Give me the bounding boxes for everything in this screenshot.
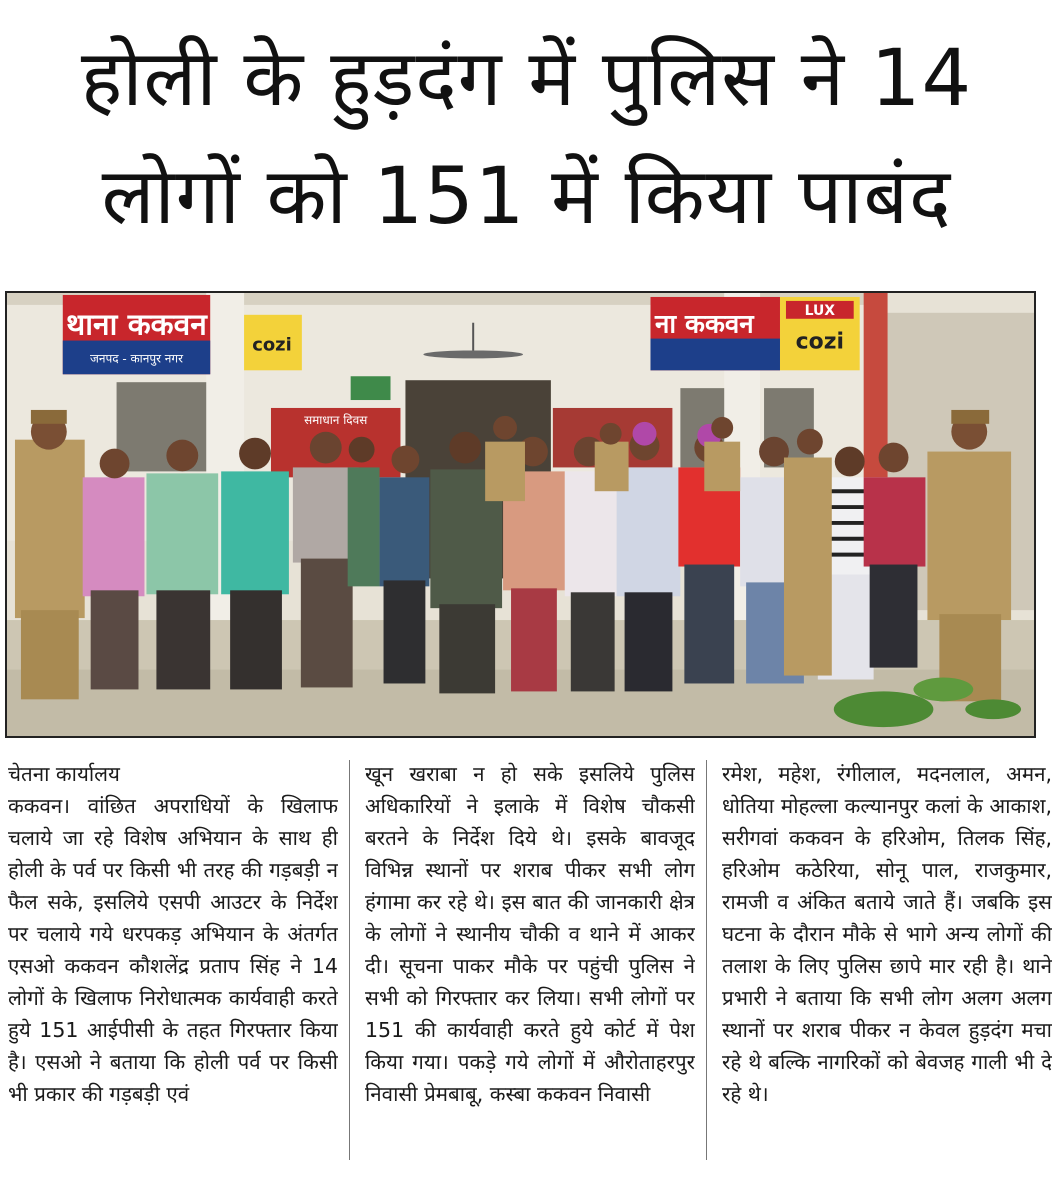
notice-board-text: समाधान दिवस xyxy=(304,412,368,427)
article-column-3 xyxy=(722,758,1052,1168)
article-paragraph-3: रमेश, महेश, रंगीलाल, मदनलाल, अमन, धोतिया मोहल्ला कल्यानपुर कलां के आकाश, सरीगवां ककवन के हरिओम, तिलक सिंह, हरिओम कठेरिया, सोनू पाल, राजकुमार, रामजी व अंकित बताये जाते हैं। जबकि इस घटना के दौरान मौके से भागे अन्य लोगों की तलाश के लिए पुलिस छापे मार रही है। थाने प्रभारी ने बताया कि सभी लोग अलग अलग स्थानों पर शराब पीकर न केवल हुड़दंग मचा रहे थे बल्कि नागरिकों को बेवजह गाली भी दे रहे थे। xyxy=(722,762,1052,1106)
station-sign-left-sub: जनपद - कानपुर नगर xyxy=(89,351,184,366)
headline-line-2: लोगों को 151 में किया पाबंद xyxy=(101,152,952,242)
column-divider xyxy=(706,760,707,1160)
headline-line-1: होली के हुड़दंग में पुलिस ने 14 xyxy=(80,34,973,124)
article-paragraph-2: खून खराबा न हो सके इसलिये पुलिस अधिकारियों ने इलाके में विशेष चौकसी बरतने के निर्देश दिये थे। इसके बावजूद विभिन्न स्थानों पर शराब पीकर सभी लोग हंगामा कर रहे थे। इस बात की जानकारी क्षेत्र के लोगों ने स्थानीय चौकी व थाने में आकर दी। सूचना पाकर मौके पर पहुंची पुलिस ने सभी को गिरफ्तार कर लिया। सभी लोगों पर 151 की कार्यवाही करते हुये कोर्ट में पेश किया गया। पकड़े गये लोगों में औरोताहरपुर निवासी प्रेमबाबू, कस्बा ककवन निवासी xyxy=(365,762,695,1106)
ad-brand-cozi: cozi xyxy=(795,329,844,355)
article-paragraph-1: ककवन। वांछित अपराधियों के खिलाफ चलाये जा रहे विशेष अभियान के साथ ही होली के पर्व पर किसी भी तरह की गड़बड़ी न फैल सके, इसलिये एसपी आउटर के निर्देश पर चलाये गये धरपकड़ अभियान के अंतर्गत एसओ ककवन कौशलेंद्र प्रताप सिंह ने 14 लोगों के खिलाफ निरोधात्मक कार्यवाही करते हुये 151 आईपीसी के तहत गिरफ्तार किया है। एसओ ने बताया कि होली पर्व पर किसी भी प्रकार की गड़बड़ी एवं xyxy=(8,794,338,1106)
column-divider xyxy=(349,760,350,1160)
police-station-group-photo xyxy=(7,293,1034,736)
article-column-1 xyxy=(8,758,338,1168)
ad-board-left-text: cozi xyxy=(252,334,292,356)
station-sign-left-text: थाना ककवन xyxy=(66,307,207,343)
ad-brand-lux: LUX xyxy=(804,302,836,319)
byline: चेतना कार्यालय xyxy=(8,762,120,786)
article-column-2 xyxy=(365,758,695,1168)
headline xyxy=(0,20,1053,256)
station-sign-right-text: ना ककवन xyxy=(654,309,754,340)
news-photo xyxy=(5,291,1036,738)
ceiling-fan xyxy=(423,350,523,358)
